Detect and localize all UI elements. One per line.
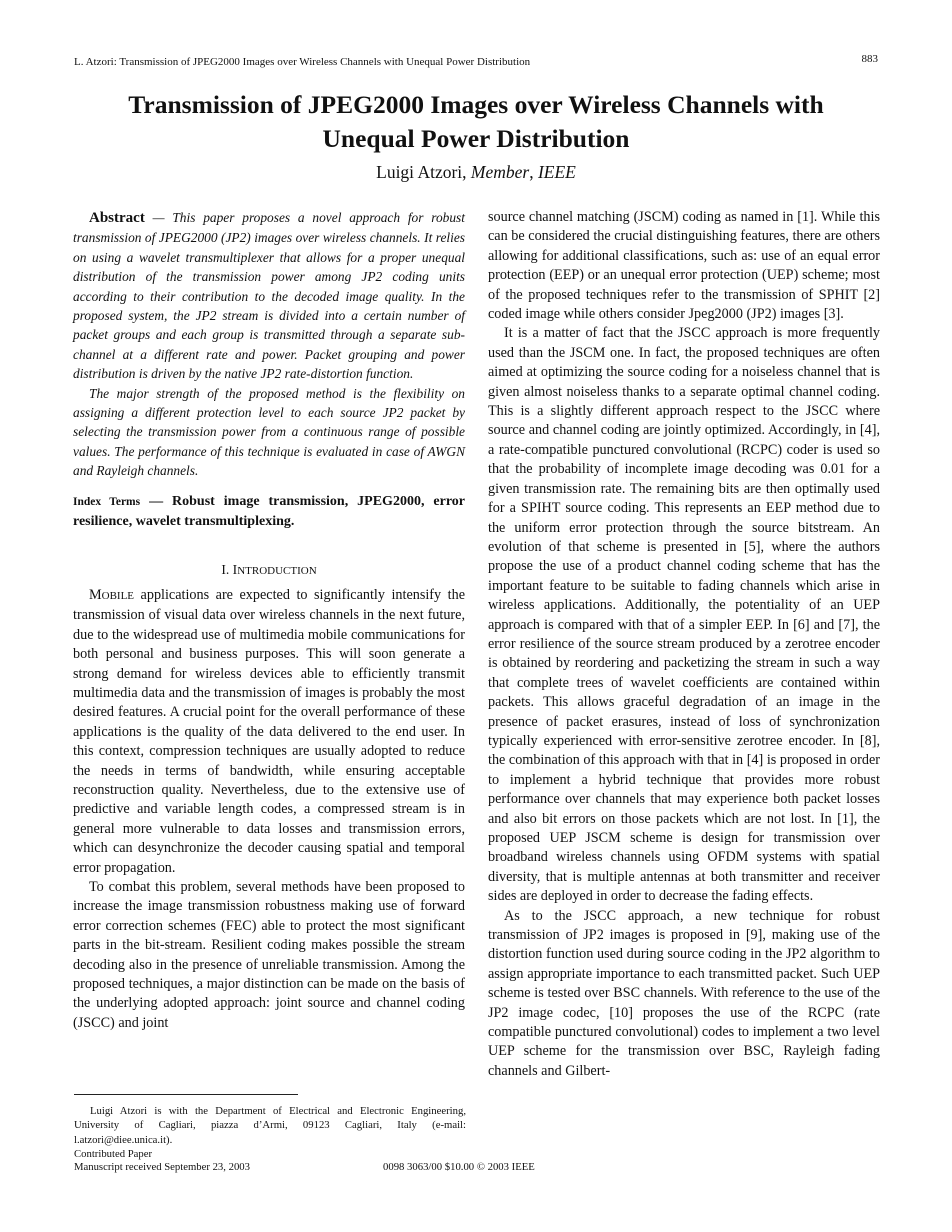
abstract-text-1: This paper proposes a novel approach for robust transmission of JPEG2000 (JP2) images over wireless channels. It relies on using a wavelet transmultiplexer that allows for a proper unequal distribution of the transmission power among JP2 coding units according to their contribution to the decoded image quality. In the proposed system, the JP2 stream is divided into a certain number of packet groups and each group is transmitted through a separate sub-channel at a different rate and power. Packet grouping and power distribution is driven by the native JP2 rate-distortion function. <box>73 210 465 382</box>
abstract-para-1 <box>73 208 465 384</box>
intro-para-1 <box>73 586 465 878</box>
title-line-2: Unequal Power Distribution <box>322 124 630 153</box>
index-terms <box>73 492 465 532</box>
intro-para-4: As to the JSCC approach, a new technique for robust transmission of JP2 images is proposed in [9], making use of the distortion function used during source coding in the JP2 algorithm to assign appropriate importance to each transmitted packet. Such UEP scheme is tested over BSC channels. With reference to the use of the JP2 image codec, [10] proposes the use of the RCPC (rate compatible punctured convolutional) codes to implement a two level UEP scheme for the transmission over BSC, Rayleigh fading channels and Gilbert- <box>488 907 880 1079</box>
abstract-para-2: The major strength of the proposed method is the flexibility on assigning a different protection level to each source JP2 packet by selecting the transmission power from a continuous range of possible values. The performance of this technique is evaluated in case of AWGN and Rayleigh channels. <box>73 385 465 479</box>
footnote <box>74 1104 466 1162</box>
page-number: 883 <box>861 53 878 65</box>
footnote-rule <box>74 1094 298 1095</box>
abstract <box>73 208 465 481</box>
title-line-1: Transmission of JPEG2000 Images over Wireless Channels with <box>128 90 824 119</box>
intro-text-1: applications are expected to significantly intensify the transmission of visual data over wireless channels in the next future, due to the widespread use of multimedia mobile communications for both personal and business purposes. This will soon generate a strong demand for wireless devices able to efficiently transmit multimedia data and the transmission of images is probably the most desired features. A crucial point for the overall performance of these applications is the quality of the data delivered to the end user. In this context, compression techniques are usually adopted to reduce the needs in terms of bandwidth, while ensuring acceptable reconstruction quality. Nevertheless, due to the extensive use of predictive and variable length codes, a compressed stream is in general more vulnerable to data losses and transmission errors, which can desynchronize the decoder causing spatial and temporal error propagation. <box>73 586 465 876</box>
section-title-initial: I <box>232 561 238 577</box>
index-terms-text: — Robust image transmission, JPEG2000, error resilience, wavelet transmultiplexing. <box>73 493 465 530</box>
intro-para-2: To combat this problem, several methods have been proposed to increase the image transmission robustness making use of forward error correction schemes (FEC) able to protect the most significant parts in the bit-stream. Resilient coding makes possible the stream decoding also in the presence of unreliable transmission. Among the proposed techniques, a major distinction can be made on the basis of the underlying adopted approach: joint source and channel coding (JSCC) and joint <box>73 879 465 1031</box>
index-terms-label: Index Terms <box>73 495 141 508</box>
section-heading-introduction <box>73 560 465 581</box>
manuscript-received: Manuscript received September 23, 2003 <box>74 1161 250 1173</box>
section-number: I. <box>221 561 233 577</box>
running-title: L. Atzori: Transmission of JPEG2000 Images over Wireless Channels with Unequal Power Distribution <box>74 56 531 68</box>
author-sep: , <box>529 162 538 182</box>
footnote-type: Contributed Paper <box>74 1148 153 1161</box>
intro-para-3: It is a matter of fact that the JSCC approach is more frequently used than the JSCM one. In fact, the proposed techniques are often aimed at optimizing the source coding for a noiseless channel that is given almost noiseless thanks to a separate optimal channel coding. This is a slightly different approach respect to the JSCC where source and channel coding are jointly optimized. Accordingly, in [4], a rate-compatible punctured convolutional (RCPC) coder is used so that the probability of incomplete image decoding was 0.01 for a given transmission rate. The remaining bits are then optimally used for a SPIHT source coding. This represents an EEP method due to the uniform error protection through the source bitstream. An evolution of that scheme is presented in [5], where the authors propose the use of a product channel coding scheme that has the important feature to be suitable to fading channels which arise in wireless applications. Additionally, the potentiality of an UEP approach is compared with that of a simpler EEP. In [6] and [7], the error resilience of the source stream produced by a zerotree encoder is obtained by reordering and packetizing the stream in such a way that complete trees of wavelet coefficients are contained within packets. This allows graceful degradation of an image in the presence of packet erasures, instead of loss of synchronization typically experienced with error-sensitive zerotree encoder. In [8], the combination of this approach with that in [4] is proposed in order to implement a hybrid technique that provides more robust performance over channels that may experience both packet losses and also bit errors on those packets which are not lost. In [1], the proposed UEP JSCM scheme is design for transmission over broadband wireless channels using OFDM systems with spatial diversity, that is multiple antennas at both transmitter and receiver sides are deployed in order to decrease the fading effects. <box>488 325 880 905</box>
intro-initial: M <box>89 586 102 603</box>
footnote-affiliation: Luigi Atzori is with the Department of Electrical and Electronic Engineering, University of Cagliari, piazza d’Armi, 09123 Cagliari, Italy (e-mail: l.atzori@diee.unica.it). <box>74 1105 466 1146</box>
author-member: Member <box>470 162 530 182</box>
intro-para-2-cont: source channel matching (JSCM) coding as named in [1]. While this can be considered the crucial distinguishing features, there are others allowing for additional classifications, such as: use of an equal error protection (EEP) or an unequal error protection (UEP) scheme; most of the proposed techniques refer to the transmission of SPHIT [2] coded image while others consider Jpeg2000 (JP2) images [3]. <box>488 209 880 323</box>
copyright-line: 0098 3063/00 $10.00 © 2003 IEEE <box>383 1161 535 1173</box>
right-column <box>488 208 880 1081</box>
abstract-dash: — <box>144 210 173 225</box>
author-name: Luigi Atzori, <box>376 162 471 182</box>
abstract-label: Abstract <box>89 210 145 226</box>
paper-title <box>60 88 892 156</box>
author-ieee: IEEE <box>537 162 576 182</box>
author-line <box>60 162 892 183</box>
intro-lead: OBILE <box>101 589 135 602</box>
section-title-rest: NTRODUCTION <box>237 564 317 577</box>
left-column <box>73 208 465 1033</box>
